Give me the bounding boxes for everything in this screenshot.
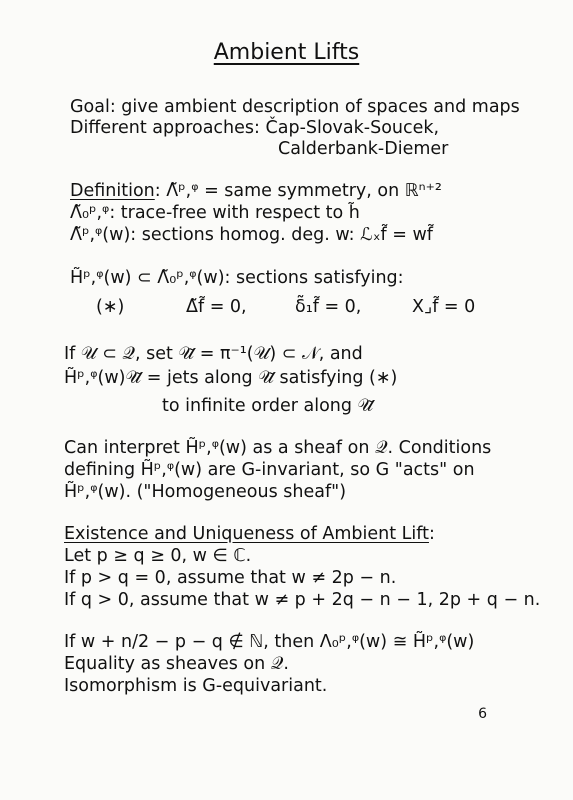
definition-label: Definition [70, 181, 155, 201]
if-line-3: to infinite order along 𝒰̃ [162, 396, 374, 416]
existence-line-3: If q > 0, assume that w ≠ p + 2q − n − 1, 2p + q − n. [64, 590, 541, 610]
if-line-2: H̃ᵖ,ᵠ(w)𝒰̃ = jets along 𝒰̃ satisfying (∗) [64, 368, 398, 388]
existence-line-2: If p > q = 0, assume that w ≠ 2p − n. [64, 568, 397, 588]
goal-line: Goal: give ambient description of spaces and maps [70, 97, 520, 117]
page-title: Ambient Lifts [213, 40, 360, 65]
conclusion-line-2: Equality as sheaves on 𝒬. [64, 654, 289, 674]
definition-line-4: H̃ᵖ,ᵠ(w) ⊂ Λ̃₀ᵖ,ᵠ(w): sections satisfying: [70, 268, 404, 288]
page-number: 6 [478, 706, 487, 722]
interpret-line-1: Can interpret H̃ᵖ,ᵠ(w) as a sheaf on 𝒬. Conditions [64, 438, 492, 458]
condition-star: (∗) [96, 297, 125, 317]
condition-delta: δ̃₁f̃ = 0, [295, 297, 362, 317]
if-line-1: If 𝒰 ⊂ 𝒬, set 𝒰̃ = π⁻¹(𝒰) ⊂ 𝒩, and [64, 344, 363, 364]
approaches-label: Different approaches: [70, 118, 260, 138]
interpret-line-3: H̃ᵖ,ᵠ(w). ("Homogeneous sheaf") [64, 482, 347, 502]
existence-heading: Existence and Uniqueness of Ambient Lift [64, 524, 429, 544]
conclusion-line-3: Isomorphism is G-equivariant. [64, 676, 328, 696]
condition-contraction: X⌟f̃ = 0 [412, 297, 476, 317]
existence-line-1: Let p ≥ q ≥ 0, w ∈ ℂ. [64, 546, 252, 566]
definition-line-3: Λ̃ᵖ,ᵠ(w): sections homog. deg. w: ℒₓf̃ = wf̃ [70, 225, 433, 245]
definition-text-1: : Λ̃ᵖ,ᵠ = same symmetry, on ℝⁿ⁺² [154, 181, 442, 201]
definition-line-2: Λ̃₀ᵖ,ᵠ: trace-free with respect to h̃ [70, 203, 360, 223]
approaches-second: Calderbank-Diemer [278, 139, 449, 159]
interpret-line-2: defining H̃ᵖ,ᵠ(w) are G-invariant, so G "acts" on [64, 460, 475, 480]
definition-line-1 [70, 181, 442, 201]
approaches-line [70, 118, 439, 138]
approaches-first: Čap-Slovak-Soucek, [265, 118, 440, 138]
existence-heading-colon: : [428, 524, 435, 544]
condition-laplacian: Δ̃f̃ = 0, [186, 297, 247, 317]
conclusion-line-1: If w + n/2 − p − q ∉ ℕ, then Λ₀ᵖ,ᵠ(w) ≅ H̃ᵖ,ᵠ(w) [64, 632, 475, 652]
existence-heading-line [64, 524, 435, 544]
